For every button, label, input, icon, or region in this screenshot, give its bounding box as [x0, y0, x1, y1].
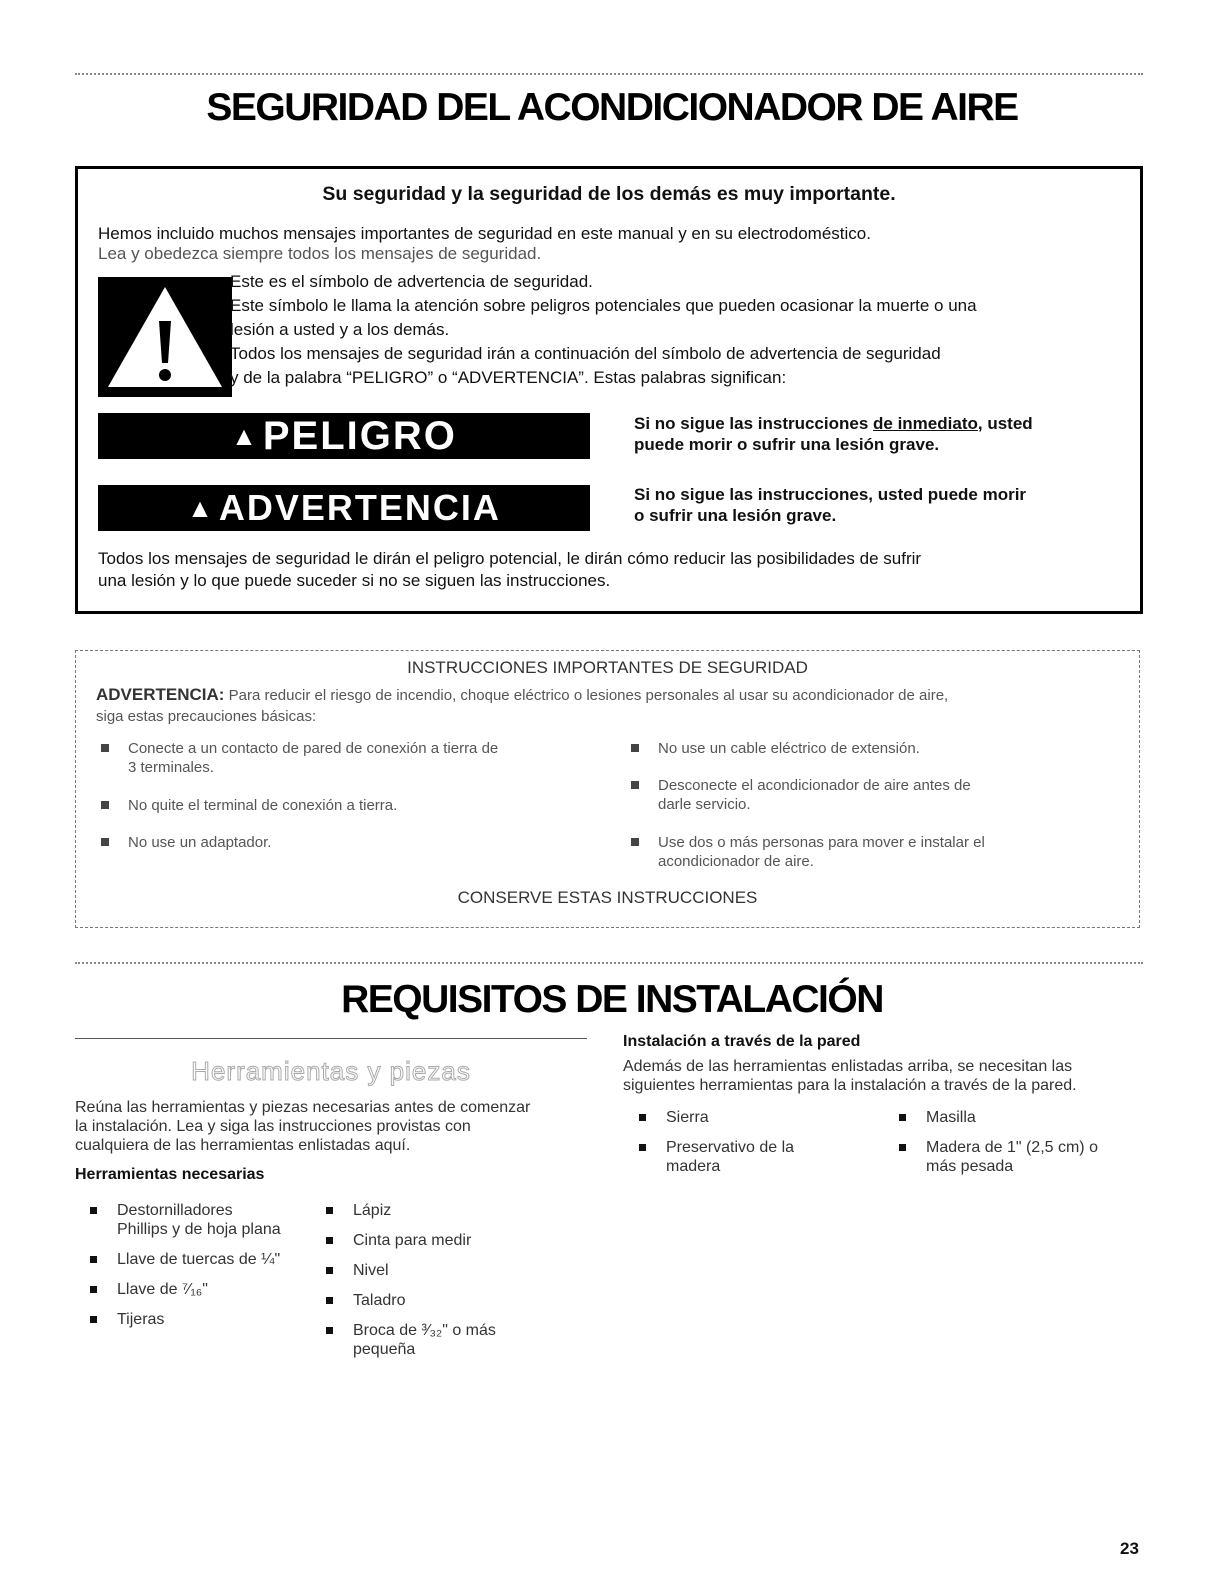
list-item: No use un cable eléctrico de extensión. — [658, 739, 920, 758]
list-item: Desconecte el acondicionador de aire antes de darle servicio. — [658, 776, 971, 814]
symbol-line-2: Este símbolo le llama la atención sobre peligros potenciales que pueden ocasionar la muerte o una — [230, 296, 977, 315]
list-item: Lápiz — [353, 1201, 391, 1220]
install-title: REQUISITOS DE INSTALACIÓN — [341, 978, 883, 1021]
top-divider — [75, 73, 1143, 75]
instructions-footer: CONSERVE ESTAS INSTRUCCIONES — [457, 888, 758, 907]
safety-closing-2: una lesión y lo que puede suceder si no se siguen las instrucciones. — [98, 571, 611, 590]
symbol-line-5: y de la palabra “PELIGRO” o “ADVERTENCIA”. Estas palabras significan: — [230, 368, 787, 387]
tools-title: Herramientas y piezas — [191, 1056, 471, 1086]
list-item: Preservativo de la madera — [666, 1138, 794, 1176]
list-item: No quite el terminal de conexión a tierra. — [128, 796, 397, 815]
wall-heading: Instalación a través de la pared — [623, 1033, 861, 1050]
tools-intro-2: la instalación. Lea y siga las instrucciones provistas con — [75, 1118, 471, 1135]
danger-label: PELIGRO — [262, 413, 457, 458]
list-item: Broca de ³⁄₃₂" o más pequeña — [353, 1321, 496, 1359]
list-item: Use dos o más personas para mover e instalar el acondicionador de aire. — [658, 833, 985, 871]
symbol-line-3: lesión a usted y a los demás. — [230, 320, 450, 339]
danger-banner — [98, 413, 590, 459]
warning-triangle-icon — [98, 277, 232, 397]
warning-triangle-icon: ▲ — [187, 492, 215, 523]
tools-rule — [75, 1038, 587, 1039]
section-divider — [75, 962, 1143, 964]
page-number: 23 — [1120, 1539, 1139, 1558]
warning-text-1: Si no sigue las instrucciones, usted puede morir — [634, 485, 1027, 504]
list-item: Taladro — [353, 1291, 405, 1310]
needed-heading: Herramientas necesarias — [75, 1166, 265, 1183]
list-item: Destornilladores Phillips y de hoja plana — [117, 1201, 281, 1239]
list-item: Tijeras — [117, 1310, 164, 1329]
warning-banner — [98, 485, 590, 531]
list-item: Masilla — [926, 1108, 976, 1127]
safety-intro-1: Hemos incluido muchos mensajes importantes de seguridad en este manual y en su electrodoméstico. — [98, 224, 871, 243]
safety-intro-2: Lea y obedezca siempre todos los mensajes de seguridad. — [98, 244, 542, 263]
page-title: SEGURIDAD DEL ACONDICIONADOR DE AIRE — [206, 86, 1018, 129]
warning-text-2: o sufrir una lesión grave. — [634, 506, 837, 525]
symbol-line-1: Este es el símbolo de advertencia de seguridad. — [230, 272, 593, 291]
instructions-warning-2: siga estas precauciones básicas: — [96, 708, 317, 725]
list-item: Llave de ⁷⁄₁₆" — [117, 1280, 208, 1299]
symbol-line-4: Todos los mensajes de seguridad irán a continuación del símbolo de advertencia de seguridad — [230, 344, 941, 363]
safety-heading: Su seguridad y la seguridad de los demás es muy importante. — [322, 183, 896, 205]
danger-text-2: puede morir o sufrir una lesión grave. — [634, 435, 940, 454]
list-item: Madera de 1" (2,5 cm) o más pesada — [926, 1138, 1098, 1176]
list-item: Nivel — [353, 1261, 389, 1280]
tools-intro-3: cualquiera de las herramientas enlistadas aquí. — [75, 1137, 411, 1154]
list-item: Conecte a un contacto de pared de conexión a tierra de 3 terminales. — [128, 739, 498, 777]
warning-label: ADVERTENCIA — [218, 487, 501, 528]
list-item: Llave de tuercas de ¼" — [117, 1250, 280, 1269]
instructions-box — [75, 650, 1140, 928]
list-item: Sierra — [666, 1108, 709, 1127]
tools-intro-1: Reúna las herramientas y piezas necesarias antes de comenzar — [75, 1099, 531, 1116]
warning-triangle-icon: ▲ — [231, 420, 259, 451]
danger-text: Si no sigue las instrucciones de inmediato, usted — [634, 414, 1033, 433]
list-item: Cinta para medir — [353, 1231, 471, 1250]
wall-intro-1: Además de las herramientas enlistadas arriba, se necesitan las — [623, 1058, 1073, 1075]
list-item: No use un adaptador. — [128, 833, 271, 852]
instructions-heading: INSTRUCCIONES IMPORTANTES DE SEGURIDAD — [407, 658, 808, 677]
wall-intro-2: siguientes herramientas para la instalación a través de la pared. — [623, 1077, 1077, 1094]
safety-box — [75, 166, 1143, 614]
instructions-warning: ADVERTENCIA: Para reducir el riesgo de incendio, choque eléctrico o lesiones personales al usar su acondicionador de aire, — [96, 685, 949, 704]
safety-closing-1: Todos los mensajes de seguridad le dirán el peligro potencial, le dirán cómo reducir las posibilidades de sufrir — [98, 549, 922, 568]
